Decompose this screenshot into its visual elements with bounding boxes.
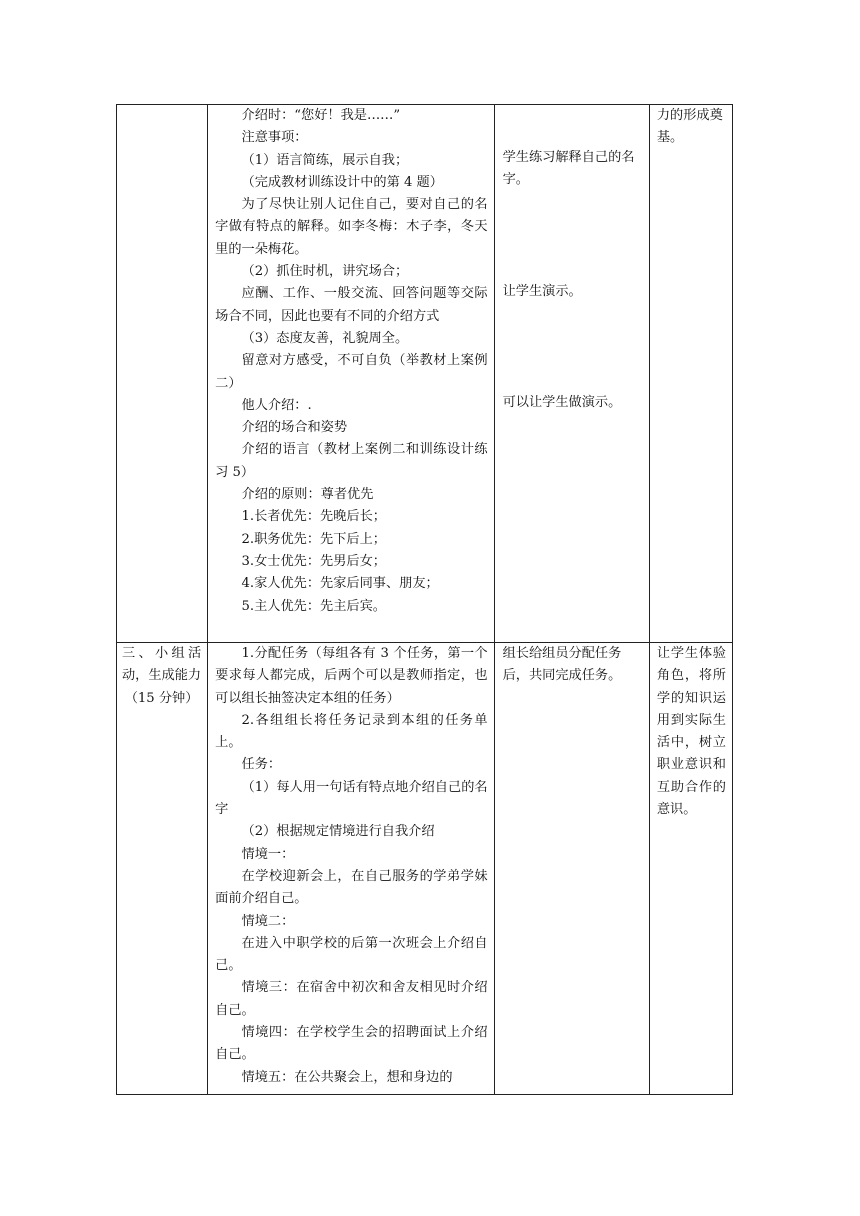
teacher-line: （2）抓住时机，讲究场合； <box>241 264 409 280</box>
teacher-line: 介绍的语言（教材上案例二和训练设计练习 5） <box>215 442 488 480</box>
teacher-line: 1.分配任务（每组各有 3 个任务，第一个要求每人都完成，后两个可以是教师指定，也可以组长抽签决定本组的任务） <box>215 646 488 706</box>
teacher-activity-cell <box>208 643 494 1095</box>
teacher-line: 为了尽快让别人记住自己，要对自己的名字做有特点的解释。如李冬梅：木子李，冬天里的一朵梅花。 <box>215 197 488 257</box>
teacher-line: （完成教材训练设计中的第 4 题） <box>241 174 443 190</box>
student-activity-cell <box>494 105 649 643</box>
stage-time: （15 分钟） <box>124 690 199 706</box>
teacher-line: 情境二： <box>241 913 295 929</box>
stage-cell <box>117 105 208 643</box>
table-row <box>117 643 733 1095</box>
design-intent-cell <box>649 105 732 643</box>
teacher-line: 在学校迎新会上，在自己服务的学弟学妹面前介绍自己。 <box>215 868 488 907</box>
teacher-line: 他人介绍：. <box>241 397 312 413</box>
teacher-line: 注意事项： <box>241 130 308 146</box>
teacher-line: 1.长者优先：先晚后长； <box>241 509 386 525</box>
table-row <box>117 105 733 643</box>
teacher-activity-cell <box>208 105 494 643</box>
teacher-line: 情境一： <box>241 846 295 862</box>
teacher-line: 2.职务优先：先下后上； <box>241 531 386 547</box>
design-intent-text: 让学生体验角色，将所学的知识运用到实际生活中，树立职业意识和互助合作的意识。 <box>656 646 726 818</box>
student-activity-cell <box>494 643 649 1095</box>
lesson-plan-table <box>116 104 733 1095</box>
teacher-line: 介绍的原则：尊者优先 <box>241 487 374 503</box>
teacher-line: 情境三：在宿舍中初次和舍友相见时介绍自己。 <box>215 980 488 1018</box>
teacher-line: 任务： <box>241 757 282 773</box>
teacher-line: 3.女士优先：先男后女； <box>241 553 386 569</box>
student-note: 学生练习解释自己的名字。 <box>502 150 635 188</box>
design-intent-cell <box>649 643 732 1095</box>
teacher-line: 情境五：在公共聚会上，想和身边的 <box>241 1069 453 1085</box>
teacher-line: （3）态度友善，礼貌周全。 <box>241 330 409 346</box>
teacher-line: （1）语言简练，展示自我； <box>241 152 409 168</box>
design-intent-text: 力的形成奠基。 <box>656 108 723 146</box>
teacher-line: 介绍的场合和姿势 <box>241 420 348 436</box>
stage-cell <box>117 643 208 1095</box>
teacher-line: 介绍时：“您好！我是……” <box>241 108 401 123</box>
student-note: 组长给组员分配任务后，共同完成任务。 <box>502 646 622 684</box>
teacher-line: 留意对方感受，不可自负（举教材上案例二） <box>215 353 488 391</box>
student-note: 让学生演示。 <box>502 283 582 299</box>
student-note: 可以让学生做演示。 <box>502 394 622 410</box>
teacher-line: 在进入中职学校的后第一次班会上介绍自己。 <box>215 935 488 974</box>
teacher-line: （2）根据规定情境进行自我介绍 <box>241 824 435 840</box>
teacher-line: 应酬、工作、一般交流、回答问题等交际场合不同，因此也要有不同的介绍方式 <box>215 286 488 324</box>
teacher-line: 情境四：在学校学生会的招聘面试上介绍自己。 <box>215 1025 488 1063</box>
teacher-line: （1）每人用一句话有特点地介绍自己的名字 <box>215 779 488 818</box>
stage-title: 三、小组活动，生成能力 <box>122 646 202 684</box>
teacher-line: 4.家人优先：先家后同事、朋友； <box>241 576 439 592</box>
teacher-line: 2.各组组长将任务记录到本组的任务单上。 <box>215 712 488 751</box>
teacher-line: 5.主人优先：先主后宾。 <box>241 598 386 614</box>
